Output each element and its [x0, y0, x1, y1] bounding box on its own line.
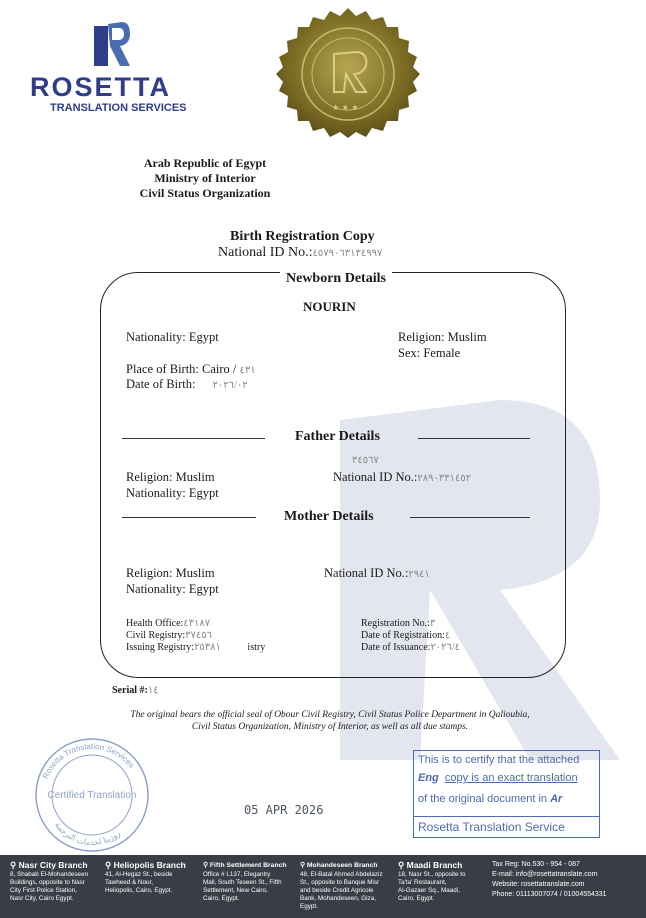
registration-no-label: Registration No.: [361, 618, 430, 629]
father-religion: Religion: Muslim [126, 470, 215, 484]
issuing-registry-value: ٢٥٣٨١ [194, 642, 221, 653]
health-office [126, 618, 210, 629]
gold-seal-icon [262, 8, 434, 138]
branch-address-line: Bank, Mohandeseen, Giza, [300, 895, 376, 902]
divider [122, 438, 265, 439]
branch-address-line: Cairo, Egypt. [203, 895, 240, 902]
divider [122, 517, 256, 518]
tax-registration: Tax Reg: No.530 - 954 - 087 [492, 861, 580, 868]
branch-address-line: Mall, South Teseen St., Fifth [203, 879, 282, 886]
date-of-registration-label: Date of Registration: [361, 630, 445, 641]
national-id-label: National ID No.: [218, 245, 313, 260]
date-of-issuance-value: ٢٠٢٦/٤ [430, 642, 461, 653]
cert-handwritten-language: Eng [418, 772, 439, 784]
newborn-date-of-birth [126, 377, 248, 392]
branch-fifth-settlement [203, 860, 295, 903]
newborn-religion: Religion: Muslim [398, 330, 487, 344]
date-of-registration-value: ٤ [444, 630, 451, 641]
issuing-registry-label: Issuing Registry: [126, 642, 195, 653]
cert-line-2 [418, 772, 578, 784]
newborn-heading: Newborn Details [280, 271, 392, 287]
registration-no-value: ٣ [429, 618, 436, 629]
brand-tagline: TRANSLATION SERVICES [50, 102, 187, 114]
document-title: Birth Registration Copy [230, 229, 375, 244]
branch-address-line: Settlement, New Cairo, [203, 887, 268, 894]
branch-maadi [398, 860, 486, 903]
national-id-value: ٤٥٧٩٠٦٣١٣٤٩٩٧ [312, 248, 383, 259]
document-national-id [218, 245, 382, 261]
mother-national-id-label: National ID No.: [324, 566, 409, 580]
father-national-id-value: ٢٨٩٠٣٣١٤٥٢ [417, 473, 472, 484]
branch-address-line: and beside Credit Agricole [300, 887, 374, 894]
branch-name: Mohandeseen Branch [306, 862, 378, 869]
branch-address-line: St., opposite to Banque Misr [300, 879, 380, 886]
contact-email: E-mail: info@rosettatranslate.com [492, 871, 598, 878]
date-of-birth-value: ٢٠٢٦/٠٢ [212, 380, 248, 391]
location-pin-icon: ⚲ [398, 860, 405, 870]
newborn-place-of-birth [126, 362, 256, 377]
branch-address-line: Cairo, Egypt. [398, 895, 435, 902]
branch-address-line: Buildings, opposite to Nasr [10, 879, 85, 886]
stamp-middle-text: Certified Translation [47, 790, 137, 801]
serial-value: ١٤ [147, 685, 159, 696]
branch-address-line: Nasr City, Cairo Egypt. [10, 895, 74, 902]
cert-handwritten-source: Ar [550, 793, 563, 805]
branch-name: Nasr City Branch [18, 860, 88, 870]
issuing-registry [126, 642, 265, 653]
company-contact [492, 860, 642, 900]
father-national-id-label: National ID No.: [333, 470, 418, 484]
rosetta-logo-icon [92, 20, 132, 70]
date-stamp: 05 APR 2026 [244, 803, 324, 817]
father-heading: Father Details [295, 429, 380, 444]
brand-name: ROSETTA [30, 72, 171, 102]
certification-box [413, 750, 600, 838]
cert-line-3 [418, 793, 562, 805]
location-pin-icon: ⚲ [203, 862, 208, 869]
branch-address-line: Ta'ta' Restaurant, [398, 879, 447, 886]
branch-name: Fifth Settlement Branch [209, 862, 287, 869]
issuer-organization: Civil Status Organization [139, 186, 271, 200]
branch-address-line: Egypt. [300, 903, 318, 910]
mother-national-id-value: ٢٩٤١ [408, 569, 430, 580]
civil-registry-label: Civil Registry: [126, 630, 186, 641]
contact-phone: Phone: 01113007074 / 01004554331 [492, 891, 607, 898]
location-pin-icon: ⚲ [105, 860, 112, 870]
place-of-birth-label: Place of Birth: Cairo / [126, 362, 237, 376]
branch-address-line: City First Police Station, [10, 887, 77, 894]
issuing-registry-suffix: istry [247, 642, 266, 653]
newborn-sex: Sex: Female [398, 346, 461, 360]
mother-nationality: Nationality: Egypt [126, 582, 219, 596]
newborn-name: NOURIN [303, 299, 356, 314]
cert-line-3-text: of the original document in [418, 793, 548, 805]
newborn-nationality: Nationality: Egypt [126, 330, 219, 344]
date-of-birth-label: Date of Birth: [126, 377, 196, 391]
branch-address-line: 48, El-Batal Ahmed Abdelaziz [300, 871, 383, 878]
health-office-value: ٤٣١٨٧ [183, 618, 211, 629]
divider [418, 438, 530, 439]
branch-heliopolis [105, 860, 197, 895]
father-name-value: ٣٤٥٦٧ [352, 455, 379, 466]
civil-registry [126, 630, 212, 641]
civil-registry-value: ٣٧٤٥٦ [185, 630, 213, 641]
stamp-bottom-text: روزيتا لخدمات الترجمة [53, 820, 122, 848]
health-office-label: Health Office: [126, 618, 184, 629]
branch-address-line: Al-Gazaer Sq., Maadi, [398, 887, 460, 894]
serial-number [112, 685, 159, 696]
mother-national-id [324, 566, 430, 581]
cert-line-2-text: copy is an exact translation [444, 772, 578, 784]
branch-nasr-city [10, 860, 102, 903]
mother-heading: Mother Details [284, 509, 374, 524]
date-of-registration [361, 630, 450, 641]
location-pin-icon: ⚲ [10, 860, 17, 870]
father-nationality: Nationality: Egypt [126, 486, 219, 500]
branch-name: Heliopolis Branch [113, 860, 186, 870]
svg-text:★ ★ ★: ★ ★ ★ [332, 103, 359, 112]
registration-no [361, 618, 435, 629]
branch-name: Maadi Branch [406, 860, 463, 870]
place-of-birth-value: ٤٣١ [239, 365, 256, 376]
branch-address-line: Tawheed & Nour, [105, 879, 153, 886]
serial-label: Serial #: [112, 685, 148, 696]
date-of-issuance-label: Date of Issuance: [361, 642, 431, 653]
cert-company: Rosetta Translation Service [414, 816, 599, 837]
original-seal-note: The original bears the official seal of Obour Civil Registry, Civil Status Police Department in Qalioubia, Civil Status Organization, Ministry of Interior, as well as all due stamps. [130, 710, 530, 732]
date-of-issuance [361, 642, 460, 653]
father-national-id [333, 470, 471, 485]
branch-address-line: Office # L137, Elegantry [203, 871, 271, 878]
location-pin-icon: ⚲ [300, 862, 305, 869]
issuer-ministry: Ministry of Interior [154, 171, 256, 185]
stamp-top-text: Rosetta Translation Services [40, 741, 137, 781]
divider [410, 517, 530, 518]
branch-address-line: Heliopolis, Cairo, Egypt. [105, 887, 173, 894]
cert-line-1: This is to certify that the attached [418, 754, 580, 766]
branch-address-line: 18, Nasr St., opposite to [398, 871, 466, 878]
footer [0, 855, 646, 918]
contact-website: Website: rosettatranslate.com [492, 881, 585, 888]
branch-address-line: 8, Shabab El-Mohandeseen [10, 871, 89, 878]
mother-religion: Religion: Muslim [126, 566, 215, 580]
branch-address-line: 41, Al-Hegaz St., beside [105, 871, 173, 878]
issuer-country: Arab Republic of Egypt [143, 156, 267, 170]
branch-mohandeseen [300, 860, 397, 911]
certified-translation-stamp-icon [26, 735, 158, 853]
